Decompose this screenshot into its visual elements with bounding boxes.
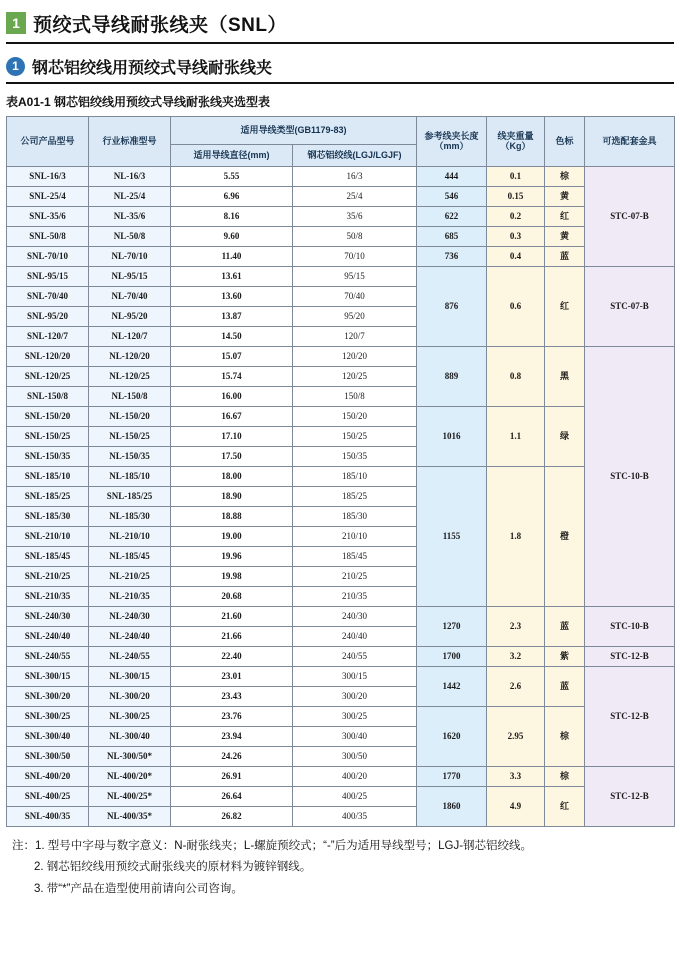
cell-industry-model: NL-300/50* xyxy=(89,746,171,766)
cell-company-model: SNL-400/20 xyxy=(7,766,89,786)
section-1-badge: 1 xyxy=(6,12,26,34)
cell-industry-model: NL-70/40 xyxy=(89,286,171,306)
cell-weight: 0.15 xyxy=(487,186,545,206)
cell-acsr: 70/10 xyxy=(293,246,417,266)
cell-diameter: 16.00 xyxy=(171,386,293,406)
cell-diameter: 21.60 xyxy=(171,606,293,626)
cell-weight: 0.8 xyxy=(487,346,545,406)
cell-industry-model: NL-185/10 xyxy=(89,466,171,486)
note-line-1: 注：1. 型号中字母与数字意义：N-耐张线夹；L-螺旋预绞式；“-”后为适用导线型号；LGJ-钢芯铝绞线。 xyxy=(12,839,533,852)
document-page xyxy=(0,8,680,961)
cell-company-model: SNL-210/25 xyxy=(7,566,89,586)
cell-acsr: 150/8 xyxy=(293,386,417,406)
cell-diameter: 17.10 xyxy=(171,426,293,446)
cell-acsr: 150/35 xyxy=(293,446,417,466)
cell-color: 棕 xyxy=(545,706,585,766)
cell-diameter: 19.00 xyxy=(171,526,293,546)
cell-industry-model: NL-150/20 xyxy=(89,406,171,426)
cell-acsr: 25/4 xyxy=(293,186,417,206)
cell-industry-model: NL-210/25 xyxy=(89,566,171,586)
cell-acsr: 120/20 xyxy=(293,346,417,366)
cell-company-model: SNL-300/50 xyxy=(7,746,89,766)
cell-diameter: 14.50 xyxy=(171,326,293,346)
cell-diameter: 17.50 xyxy=(171,446,293,466)
cell-acsr: 50/8 xyxy=(293,226,417,246)
cell-diameter: 24.26 xyxy=(171,746,293,766)
table-row xyxy=(7,266,675,286)
cell-fittings: STC-10-B xyxy=(585,606,675,646)
cell-industry-model: NL-50/8 xyxy=(89,226,171,246)
cell-company-model: SNL-70/40 xyxy=(7,286,89,306)
cell-company-model: SNL-185/45 xyxy=(7,546,89,566)
cell-company-model: SNL-300/40 xyxy=(7,726,89,746)
cell-fittings: STC-12-B xyxy=(585,766,675,826)
cell-acsr: 240/40 xyxy=(293,626,417,646)
cell-ref-length: 889 xyxy=(417,346,487,406)
note-line-2: 2. 钢芯铝绞线用预绞式耐张线夹的原材料为镀锌钢线。 xyxy=(34,861,312,874)
cell-diameter: 20.68 xyxy=(171,586,293,606)
cell-fittings: STC-12-B xyxy=(585,666,675,766)
cell-industry-model: NL-150/8 xyxy=(89,386,171,406)
cell-industry-model: NL-185/45 xyxy=(89,546,171,566)
cell-color: 紫 xyxy=(545,646,585,666)
cell-ref-length: 1860 xyxy=(417,786,487,826)
cell-industry-model: NL-185/30 xyxy=(89,506,171,526)
cell-industry-model: NL-300/20 xyxy=(89,686,171,706)
table-body xyxy=(7,166,675,826)
cell-weight: 0.2 xyxy=(487,206,545,226)
cell-color: 蓝 xyxy=(545,666,585,706)
notes-block xyxy=(12,836,670,902)
cell-ref-length: 444 xyxy=(417,166,487,186)
cell-diameter: 23.01 xyxy=(171,666,293,686)
table-row xyxy=(7,206,675,226)
cell-acsr: 210/10 xyxy=(293,526,417,546)
subsection-1-badge: 1 xyxy=(6,57,25,76)
cell-company-model: SNL-210/10 xyxy=(7,526,89,546)
cell-industry-model: NL-300/15 xyxy=(89,666,171,686)
cell-diameter: 15.74 xyxy=(171,366,293,386)
cell-color: 黄 xyxy=(545,186,585,206)
cell-weight: 0.6 xyxy=(487,266,545,346)
cell-ref-length: 736 xyxy=(417,246,487,266)
cell-ref-length: 1442 xyxy=(417,666,487,706)
cell-company-model: SNL-300/25 xyxy=(7,706,89,726)
cell-company-model: SNL-16/3 xyxy=(7,166,89,186)
cell-industry-model: NL-70/10 xyxy=(89,246,171,266)
cell-industry-model: NL-25/4 xyxy=(89,186,171,206)
cell-diameter: 21.66 xyxy=(171,626,293,646)
cell-company-model: SNL-120/25 xyxy=(7,366,89,386)
cell-diameter: 22.40 xyxy=(171,646,293,666)
cell-diameter: 6.96 xyxy=(171,186,293,206)
cell-diameter: 8.16 xyxy=(171,206,293,226)
cell-company-model: SNL-150/35 xyxy=(7,446,89,466)
table-row xyxy=(7,406,675,426)
cell-ref-length: 685 xyxy=(417,226,487,246)
section-1-title: 预绞式导线耐张线夹（SNL） xyxy=(33,14,288,36)
cell-company-model: SNL-185/10 xyxy=(7,466,89,486)
cell-industry-model: NL-16/3 xyxy=(89,166,171,186)
cell-company-model: SNL-400/35 xyxy=(7,806,89,826)
cell-acsr: 210/35 xyxy=(293,586,417,606)
section-heading-2 xyxy=(6,53,680,79)
cell-acsr: 95/15 xyxy=(293,266,417,286)
cell-ref-length: 1770 xyxy=(417,766,487,786)
cell-company-model: SNL-150/20 xyxy=(7,406,89,426)
cell-acsr: 210/25 xyxy=(293,566,417,586)
cell-acsr: 300/40 xyxy=(293,726,417,746)
cell-company-model: SNL-300/20 xyxy=(7,686,89,706)
cell-diameter: 26.91 xyxy=(171,766,293,786)
cell-color: 红 xyxy=(545,266,585,346)
cell-acsr: 150/25 xyxy=(293,426,417,446)
cell-weight: 0.4 xyxy=(487,246,545,266)
cell-diameter: 5.55 xyxy=(171,166,293,186)
table-row xyxy=(7,706,675,726)
table-row xyxy=(7,606,675,626)
cell-industry-model: NL-95/15 xyxy=(89,266,171,286)
cell-acsr: 150/20 xyxy=(293,406,417,426)
cell-diameter: 9.60 xyxy=(171,226,293,246)
cell-fittings: STC-07-B xyxy=(585,266,675,346)
cell-industry-model: NL-400/25* xyxy=(89,786,171,806)
cell-diameter: 23.43 xyxy=(171,686,293,706)
cell-company-model: SNL-300/15 xyxy=(7,666,89,686)
cell-weight: 1.8 xyxy=(487,466,545,606)
th-color: 色标 xyxy=(545,116,585,166)
cell-industry-model: NL-300/40 xyxy=(89,726,171,746)
th-diameter: 适用导线直径(mm) xyxy=(171,144,293,166)
th-ref-length: 参考线夹长度（mm） xyxy=(417,116,487,166)
cell-company-model: SNL-95/15 xyxy=(7,266,89,286)
cell-acsr: 240/30 xyxy=(293,606,417,626)
cell-diameter: 23.94 xyxy=(171,726,293,746)
cell-weight: 3.2 xyxy=(487,646,545,666)
cell-color: 红 xyxy=(545,206,585,226)
cell-company-model: SNL-210/35 xyxy=(7,586,89,606)
cell-ref-length: 876 xyxy=(417,266,487,346)
cell-industry-model: NL-400/35* xyxy=(89,806,171,826)
th-acsr: 钢芯铝绞线(LGJ/LGJF) xyxy=(293,144,417,166)
cell-acsr: 70/40 xyxy=(293,286,417,306)
cell-company-model: SNL-50/8 xyxy=(7,226,89,246)
cell-acsr: 240/55 xyxy=(293,646,417,666)
note-line-3: 3. 带“*”产品在造型使用前请向公司咨询。 xyxy=(34,883,243,896)
cell-industry-model: NL-35/6 xyxy=(89,206,171,226)
cell-ref-length: 1270 xyxy=(417,606,487,646)
th-fittings: 可选配套金具 xyxy=(585,116,675,166)
cell-ref-length: 546 xyxy=(417,186,487,206)
cell-ref-length: 1016 xyxy=(417,406,487,466)
table-row xyxy=(7,666,675,686)
cell-company-model: SNL-240/55 xyxy=(7,646,89,666)
cell-industry-model: NL-150/25 xyxy=(89,426,171,446)
cell-diameter: 15.07 xyxy=(171,346,293,366)
cell-industry-model: NL-120/25 xyxy=(89,366,171,386)
cell-diameter: 18.90 xyxy=(171,486,293,506)
cell-industry-model: NL-300/25 xyxy=(89,706,171,726)
cell-acsr: 400/25 xyxy=(293,786,417,806)
cell-color: 蓝 xyxy=(545,246,585,266)
th-weight: 线夹重量（Kg） xyxy=(487,116,545,166)
cell-company-model: SNL-185/25 xyxy=(7,486,89,506)
th-applicable-group: 适用导线类型(GB1179-83) xyxy=(171,116,417,144)
cell-industry-model: NL-95/20 xyxy=(89,306,171,326)
cell-ref-length: 622 xyxy=(417,206,487,226)
cell-ref-length: 1700 xyxy=(417,646,487,666)
cell-acsr: 95/20 xyxy=(293,306,417,326)
cell-diameter: 23.76 xyxy=(171,706,293,726)
cell-color: 棕 xyxy=(545,766,585,786)
th-company-model: 公司产品型号 xyxy=(7,116,89,166)
cell-diameter: 19.98 xyxy=(171,566,293,586)
cell-industry-model: NL-400/20* xyxy=(89,766,171,786)
cell-fittings: STC-07-B xyxy=(585,166,675,266)
cell-diameter: 13.61 xyxy=(171,266,293,286)
th-industry-model: 行业标准型号 xyxy=(89,116,171,166)
subsection-1-title: 钢芯铝绞线用预绞式导线耐张线夹 xyxy=(32,59,273,77)
cell-acsr: 400/20 xyxy=(293,766,417,786)
table-row xyxy=(7,766,675,786)
cell-acsr: 185/10 xyxy=(293,466,417,486)
cell-fittings: STC-10-B xyxy=(585,346,675,606)
cell-diameter: 11.40 xyxy=(171,246,293,266)
cell-weight: 2.6 xyxy=(487,666,545,706)
cell-company-model: SNL-95/20 xyxy=(7,306,89,326)
cell-acsr: 185/30 xyxy=(293,506,417,526)
cell-diameter: 26.64 xyxy=(171,786,293,806)
cell-company-model: SNL-70/10 xyxy=(7,246,89,266)
cell-company-model: SNL-120/20 xyxy=(7,346,89,366)
cell-acsr: 400/35 xyxy=(293,806,417,826)
cell-company-model: SNL-150/25 xyxy=(7,426,89,446)
heading-1-divider xyxy=(6,42,674,44)
cell-company-model: SNL-120/7 xyxy=(7,326,89,346)
cell-industry-model: NL-240/55 xyxy=(89,646,171,666)
cell-weight: 2.95 xyxy=(487,706,545,766)
cell-ref-length: 1155 xyxy=(417,466,487,606)
heading-2-divider xyxy=(6,82,674,84)
cell-acsr: 35/6 xyxy=(293,206,417,226)
cell-color: 棕 xyxy=(545,166,585,186)
cell-acsr: 300/15 xyxy=(293,666,417,686)
cell-acsr: 120/7 xyxy=(293,326,417,346)
spec-table xyxy=(6,116,675,827)
cell-industry-model: NL-150/35 xyxy=(89,446,171,466)
cell-acsr: 300/25 xyxy=(293,706,417,726)
table-row xyxy=(7,346,675,366)
table-caption: 表A01-1 钢芯铝绞线用预绞式导线耐张线夹选型表 xyxy=(6,94,271,109)
cell-company-model: SNL-240/40 xyxy=(7,626,89,646)
cell-fittings: STC-12-B xyxy=(585,646,675,666)
cell-company-model: SNL-400/25 xyxy=(7,786,89,806)
cell-weight: 4.9 xyxy=(487,786,545,826)
cell-diameter: 18.88 xyxy=(171,506,293,526)
cell-color: 蓝 xyxy=(545,606,585,646)
cell-ref-length: 1620 xyxy=(417,706,487,766)
cell-industry-model: NL-240/40 xyxy=(89,626,171,646)
cell-acsr: 300/20 xyxy=(293,686,417,706)
cell-industry-model: NL-210/10 xyxy=(89,526,171,546)
cell-company-model: SNL-240/30 xyxy=(7,606,89,626)
table-row xyxy=(7,786,675,806)
section-heading-1 xyxy=(6,8,680,38)
cell-acsr: 185/45 xyxy=(293,546,417,566)
cell-diameter: 13.60 xyxy=(171,286,293,306)
cell-company-model: SNL-185/30 xyxy=(7,506,89,526)
cell-weight: 0.3 xyxy=(487,226,545,246)
table-row xyxy=(7,466,675,486)
cell-diameter: 18.00 xyxy=(171,466,293,486)
cell-acsr: 16/3 xyxy=(293,166,417,186)
table-row xyxy=(7,186,675,206)
cell-color: 黑 xyxy=(545,346,585,406)
cell-acsr: 300/50 xyxy=(293,746,417,766)
cell-company-model: SNL-35/6 xyxy=(7,206,89,226)
cell-color: 红 xyxy=(545,786,585,826)
cell-diameter: 26.82 xyxy=(171,806,293,826)
cell-industry-model: NL-240/30 xyxy=(89,606,171,626)
table-row xyxy=(7,246,675,266)
cell-color: 绿 xyxy=(545,406,585,466)
cell-diameter: 13.87 xyxy=(171,306,293,326)
cell-acsr: 185/25 xyxy=(293,486,417,506)
cell-weight: 1.1 xyxy=(487,406,545,466)
table-row xyxy=(7,646,675,666)
cell-company-model: SNL-25/4 xyxy=(7,186,89,206)
cell-weight: 0.1 xyxy=(487,166,545,186)
cell-weight: 2.3 xyxy=(487,606,545,646)
cell-company-model: SNL-150/8 xyxy=(7,386,89,406)
table-row xyxy=(7,226,675,246)
cell-diameter: 19.96 xyxy=(171,546,293,566)
cell-industry-model: NL-210/35 xyxy=(89,586,171,606)
table-row xyxy=(7,166,675,186)
cell-color: 黄 xyxy=(545,226,585,246)
cell-industry-model: SNL-185/25 xyxy=(89,486,171,506)
cell-industry-model: NL-120/7 xyxy=(89,326,171,346)
cell-diameter: 16.67 xyxy=(171,406,293,426)
cell-color: 橙 xyxy=(545,466,585,606)
cell-industry-model: NL-120/20 xyxy=(89,346,171,366)
table-head xyxy=(7,116,675,166)
cell-weight: 3.3 xyxy=(487,766,545,786)
cell-acsr: 120/25 xyxy=(293,366,417,386)
